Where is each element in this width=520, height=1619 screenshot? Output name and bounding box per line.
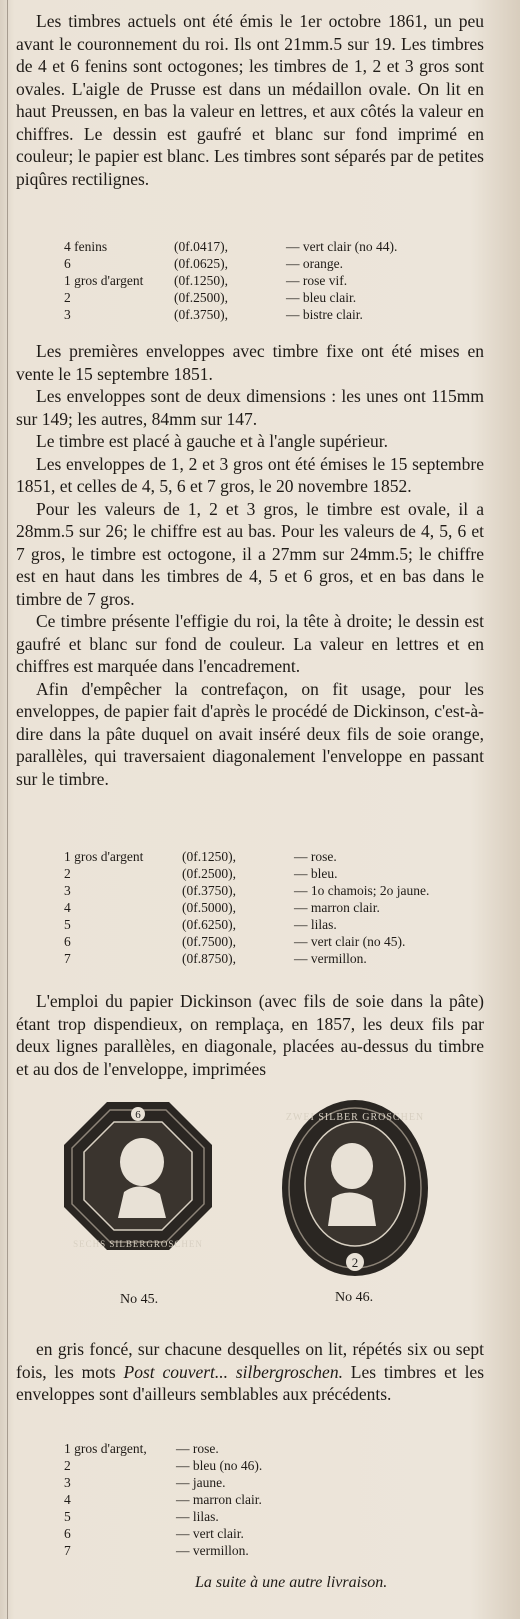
continuation-note: La suite à une autre livraison.: [195, 1574, 388, 1591]
portrait-head: [120, 1138, 164, 1186]
color-cell: — vermillon.: [294, 951, 367, 966]
value-cell: 6: [64, 934, 71, 949]
frame-text: SECHS SILBERGROSCHEN: [73, 1239, 203, 1249]
octagon-stamp-figure: [62, 1100, 214, 1252]
bottom-digit: 2: [351, 1255, 359, 1270]
color-cell: — marron clair.: [294, 900, 380, 915]
franc-cell: (0f.3750),: [174, 307, 228, 322]
franc-cell: (0f.2500),: [174, 290, 228, 305]
table-row: [0, 1542, 480, 1559]
value-cell: 2: [64, 1458, 71, 1473]
color-cell: — lilas.: [176, 1509, 219, 1524]
table-row: [0, 1440, 480, 1457]
table-row: [0, 950, 480, 967]
paragraph-10-italic: Post couvert... silbergroschen.: [123, 1361, 343, 1382]
table-row: [0, 882, 480, 899]
franc-cell: (0f.1250),: [174, 273, 228, 288]
color-cell: — bleu (no 46).: [176, 1458, 263, 1473]
paragraph-6: Pour les valeurs de 1, 2 et 3 gros, le timbre est ovale, il a 28mm.5 sur 26; le chiffre est au bas. Pour les valeurs de 4, 5, 6 et 7 gros, le timbre est octogone, il a 27mm sur 24mm.5; le chiffre est en haut dans les timbres de 4, 5 et 6 gros, et en bas dans le timbre de 7 gros.: [16, 498, 484, 609]
franc-cell: (0f.3750),: [182, 883, 236, 898]
paragraph-4: Le timbre est placé à gauche et à l'angle supérieur.: [36, 431, 389, 451]
color-cell: — orange.: [286, 256, 343, 271]
value-cell: 3: [64, 883, 71, 898]
table-row: [0, 289, 480, 306]
color-cell: — vermillon.: [176, 1543, 249, 1558]
franc-cell: (0f.8750),: [182, 951, 236, 966]
value-cell: 2: [64, 290, 71, 305]
franc-cell: (0f.7500),: [182, 934, 236, 949]
table-row: [0, 1525, 480, 1542]
caption-no45: No 45.: [120, 1292, 159, 1307]
portrait-head: [331, 1143, 373, 1189]
franc-cell: (0f.0625),: [174, 256, 228, 271]
table-row: [0, 1457, 480, 1474]
paragraph-block-2: [16, 340, 484, 790]
value-cell: 3: [64, 307, 71, 322]
table-row: [0, 865, 480, 882]
value-cell: 6: [64, 1526, 71, 1541]
color-cell: — vert clair.: [176, 1526, 244, 1541]
value-cell: 1 gros d'argent: [64, 849, 144, 864]
value-cell: 1 gros d'argent,: [64, 1441, 147, 1456]
paragraph-9: L'emploi du papier Dickinson (avec fils de soie dans la pâte) étant trop dispendieux, on remplaça, en 1857, les deux fils par deux lignes parallèles, en diagonale, placées au-dessus du timbre et au dos de l'enveloppe, imprimées: [16, 991, 484, 1079]
value-cell: 1 gros d'argent: [64, 273, 144, 288]
paragraph-2: Les premières enveloppes avec timbre fixe ont été mises en vente le 15 septembre 1851.: [16, 341, 484, 384]
color-cell: — bleu.: [294, 866, 338, 881]
paragraph-1: [16, 10, 484, 190]
value-cell: 5: [64, 1509, 71, 1524]
table-row: [0, 899, 480, 916]
paragraph-9-block: [16, 990, 484, 1080]
color-cell: — lilas.: [294, 917, 337, 932]
price-table-1: [0, 238, 480, 323]
color-cell: — bistre clair.: [286, 307, 363, 322]
color-cell: — vert clair (no 45).: [294, 934, 406, 949]
paragraph-5: Les enveloppes de 1, 2 et 3 gros ont été émises le 15 septembre 1851, et celles de 4, 5, 6 et 7 gros, le 20 novembre 1852.: [16, 453, 484, 496]
table-row: [0, 255, 480, 272]
paragraph-10-part-c: Les timbres et les enveloppes sont d'ailleurs semblables aux précédents.: [16, 1361, 485, 1404]
value-cell: 7: [64, 1543, 71, 1558]
paragraph-10-part-a: en gris foncé, sur chacune desquelles on lit, répétés six ou sept fois, les mots: [16, 1339, 484, 1382]
value-cell: 4: [64, 1492, 71, 1507]
franc-cell: (0f.2500),: [182, 866, 236, 881]
color-cell: — 1o chamois; 2o jaune.: [294, 883, 430, 898]
value-cell: 6: [64, 256, 71, 271]
color-cell: — bleu clair.: [286, 290, 357, 305]
value-cell: 7: [64, 951, 71, 966]
paragraph-3: Les enveloppes sont de deux dimensions : les unes ont 115mm sur 149; les autres, 84mm sur 147.: [16, 386, 484, 429]
franc-cell: (0f.1250),: [182, 849, 236, 864]
color-cell: — rose.: [176, 1441, 219, 1456]
oval-stamp-figure: [280, 1098, 430, 1278]
value-cell: 4: [64, 900, 71, 915]
table-row: [0, 272, 480, 289]
color-cell: — rose.: [294, 849, 337, 864]
table-row: [0, 1491, 480, 1508]
table-row: [0, 848, 480, 865]
color-cell: — vert clair (no 44).: [286, 239, 398, 254]
table-row: [0, 933, 480, 950]
paragraph-10: [16, 1338, 484, 1406]
table-row: [0, 1508, 480, 1525]
value-cell: 5: [64, 917, 71, 932]
paragraph-1-text: Les timbres actuels ont été émis le 1er octobre 1861, un peu avant le couronnement du roi. Ils ont 21mm.5 sur 19. Les timbres de 4 et 6 fenins sont octogones; les timbres de 1, 2 et 3 gros sont ovales. L'aigle de Prusse est dans un médaillon ovale. On lit en haut Preussen, en bas la valeur en lettres, et aux côtés la valeur en chiffres. Le dessin est gaufré et blanc sur fond imprimé en couleur; le papier est blanc. Les timbres sont séparés par de petites piqûres rectilignes.: [16, 11, 484, 189]
color-cell: — jaune.: [176, 1475, 226, 1490]
table-row: [0, 306, 480, 323]
price-table-2: [0, 848, 480, 967]
color-cell: — marron clair.: [176, 1492, 262, 1507]
table-row: [0, 238, 480, 255]
franc-cell: (0f.5000),: [182, 900, 236, 915]
value-cell: 3: [64, 1475, 71, 1490]
price-table-3: [0, 1440, 480, 1559]
caption-no46: No 46.: [335, 1290, 374, 1305]
color-cell: — rose vif.: [286, 273, 348, 288]
paragraph-7: Ce timbre présente l'effigie du roi, la tête à droite; le dessin est gaufré et blanc sur fond de couleur. La valeur en lettres et en chiffres est marquée dans l'encadrement.: [16, 611, 484, 676]
franc-cell: (0f.0417),: [174, 239, 228, 254]
franc-cell: (0f.6250),: [182, 917, 236, 932]
value-cell: 2: [64, 866, 71, 881]
top-digit: 6: [135, 1109, 141, 1121]
table-row: [0, 1474, 480, 1491]
frame-text: ZWEI SILBER GROSCHEN: [285, 1112, 425, 1123]
table-row: [0, 916, 480, 933]
paragraph-8: Afin d'empêcher la contrefaçon, on fit usage, pour les enveloppes, de papier fait d'après le procédé de Dickinson, c'est-à-dire dans la pâte duquel on avait inséré deux fils de soie orange, parallèles, qui traversaient diagonalement l'enveloppe en passant sur le timbre.: [16, 678, 484, 789]
paragraph-10-block: [16, 1338, 484, 1406]
value-cell: 4 fenins: [64, 239, 108, 254]
